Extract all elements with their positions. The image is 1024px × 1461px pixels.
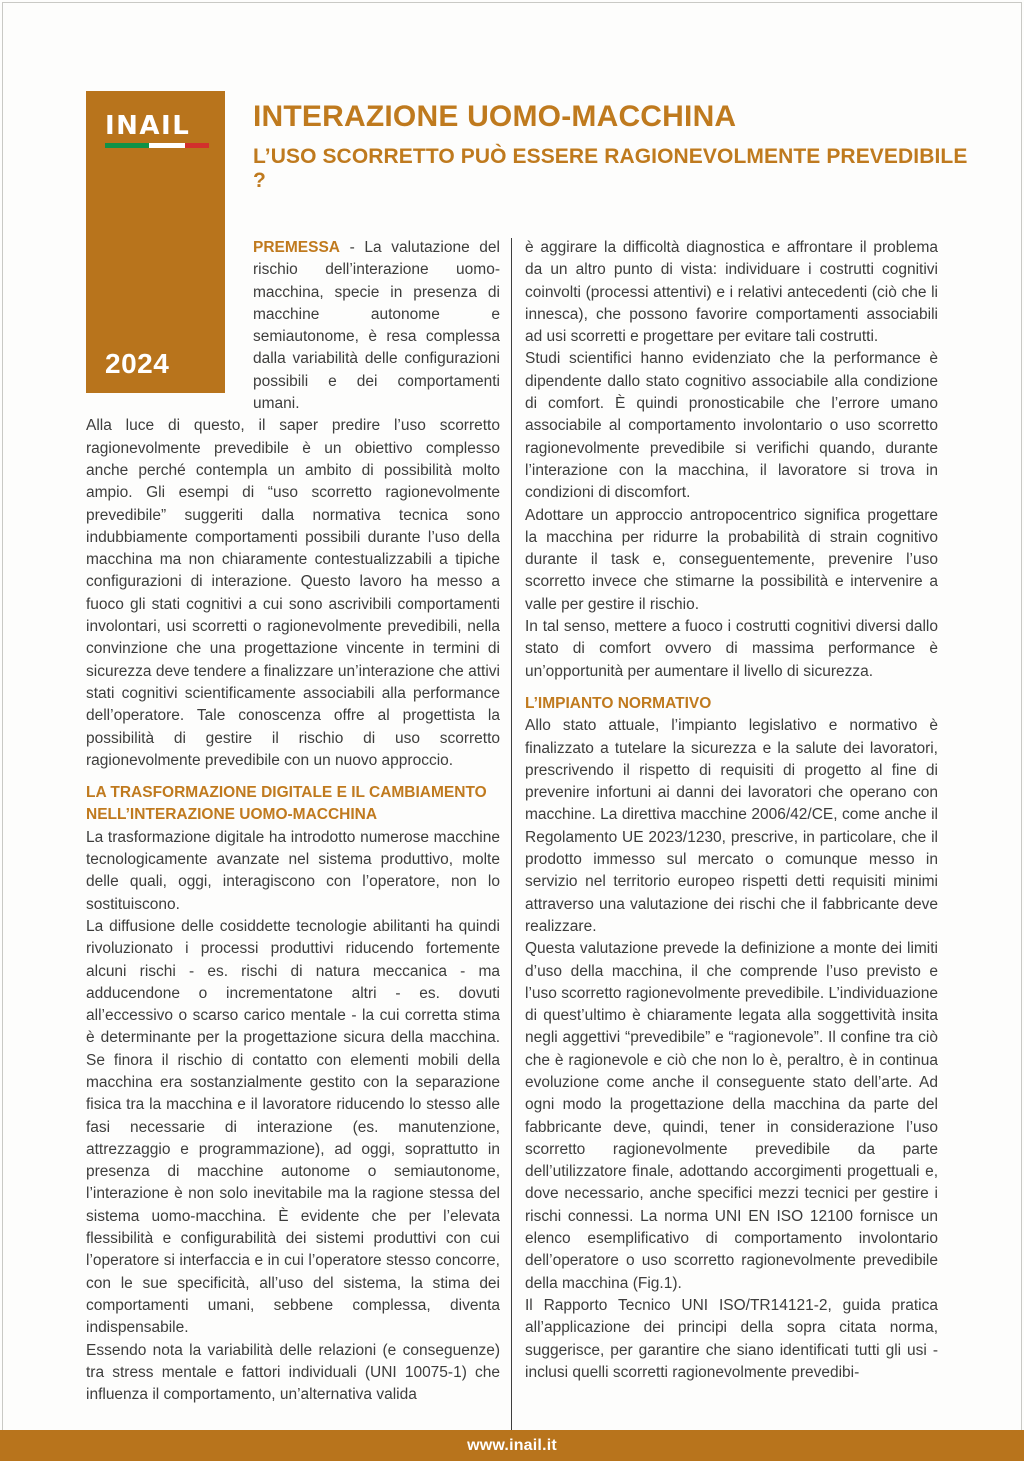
brand-box-wrap-spacer xyxy=(86,237,253,407)
inail-logo xyxy=(105,113,209,148)
column-divider xyxy=(511,238,512,1430)
paragraph: La trasformazione digitale ha introdotto numerose macchine tecnologicamente avanzate nel sistema produttivo, molte delle quali, oggi, interagiscono con l’operatore, non lo sostituiscono. xyxy=(86,828,500,913)
paragraph: Alla luce di questo, il saper predire l’uso scorretto ragionevolmente prevedibile è un obiettivo complesso anche perché contempla un ambito di possibilità molto ampio. Gli esempi di “uso scorretto ragionevolmente prevedibile” suggeriti dalla normativa tecnica sono indubbiamente comportamenti possibili durante l’uso della macchina ma non chiaramente contestualizzabili a tipiche configurazioni di interazione. Questo lavoro ha messo a fuoco gli stati cognitivi a cui sono ascrivibili comportamenti involontari, usi scorretti o ragionevolmente prevedibili, nella convinzione che una progettazione vincente in termini di sicurezza deve tendere a finalizzare un’interazione che attivi stati cognitivi scientificamente associabili alla performance dell’operatore. Tale conoscenza offre al progettista la possibilità di gestire il rischio di uso scorretto ragionevolmente prevedibile con un nuovo approccio. xyxy=(86,417,500,769)
flag-white-segment xyxy=(149,143,185,148)
header-block xyxy=(253,100,983,193)
paragraph: Il Rapporto Tecnico UNI ISO/TR14121-2, guida pratica all’applicazione dei principi della sopra citata norma, suggerisce, per garantire che siano identificati tutti gli usi - inclusi quelli scorretti ragionevolmente prevedibi- xyxy=(525,1296,938,1381)
section-heading-impianto-normativo: L’IMPIANTO NORMATIVO xyxy=(525,694,712,712)
paragraph: La diffusione delle cosiddette tecnologie abilitanti ha quindi rivoluzionato i processi produttivi riducendo fortemente alcuni rischi - es. rischi di natura meccanica - ma adducendone o incrementatone altri - es. dovuti all’eccessivo o scarso carico mentale - la cui corretta stima è determinante per la progettazione sicura della macchina. Se finora il rischio di contatto con elementi mobili della macchina era sostanzialmente gestito con la separazione fisica tra la macchina e il lavoratore riducendo lo stesso alle fasi necessarie di interazione (es. manutenzione, attrezzaggio e programmazione), ad oggi, soprattutto in presenza di macchine autonome o semiautonome, l’interazione è non solo inevitabile ma la ragione stessa del sistema uomo-macchina. È evidente che per l’elevata flessibilità e configurabilità dei sistemi produttivi con cui l’operatore si interfaccia e in cui l’operatore stesso concorre, con le sue specificità, all’uso del sistema, la stima dei comportamenti umani, sebbene complessa, diventa indispensabile. xyxy=(86,917,500,1337)
flag-green-segment xyxy=(105,143,149,148)
premessa-text: - La valutazione del rischio dell’interazione uomo-macchina, specie in presenza di macchine autonome e semiautonome, è resa complessa dalla variabilità delle configurazioni possibili e dei comportamenti umani. xyxy=(253,239,500,413)
flag-red-segment xyxy=(185,143,209,148)
paragraph: è aggirare la difficoltà diagnostica e affrontare il problema da un altro punto di vista: individuare i costrutti cognitivi coinvolti (processi attentivi) e i relativi antecedenti (ciò che li innesca), che possono favorire comportamenti associabili ad usi scorretti e progettare per evitare tali costrutti. xyxy=(525,239,938,346)
website-url: www.inail.it xyxy=(467,1436,557,1454)
paragraph: Essendo nota la variabilità delle relazioni (e conseguenze) tra stress mentale e fattori individuali (UNI 10075-1) che influenza il comportamento, un’alternativa valida xyxy=(86,1341,500,1404)
paragraph: Adottare un approccio antropocentrico significa progettare la macchina per ridurre la probabilità di strain cognitivo durante il task e, conseguentemente, prevenire l’uso scorretto invece che stimarne la possibilità e intervenire a valle per gestire il rischio. xyxy=(525,506,938,613)
paragraph: In tal senso, mettere a fuoco i costrutti cognitivi diversi dallo stato di comfort ovvero di massima performance è un’opportunità per aumentare il livello di sicurezza. xyxy=(525,618,938,680)
year-badge: 2024 xyxy=(105,348,170,379)
section-heading-trasformazione-digitale: LA TRASFORMAZIONE DIGITALE E IL CAMBIAMENTO NELL’INTERAZIONE UOMO-MACCHINA xyxy=(86,784,487,824)
page-subtitle: L’USO SCORRETTO PUÒ ESSERE RAGIONEVOLMENTE PREVEDIBILE ? xyxy=(253,144,968,192)
paragraph: Allo stato attuale, l’impianto legislativo e normativo è finalizzato a tutelare la sicurezza e la salute dei lavoratori, prescrivendo il rispetto di requisiti di progetto al fine di prevenire infortuni ai danni dei lavoratori che operano con macchine. La direttiva macchine 2006/42/CE, come anche il Regolamento UE 2023/1230, prescrive, in particolare, che il prodotto immesso sul mercato o comunque messo in servizio nel territorio europeo rispetti detti requisiti minimi attraverso una valutazione dei rischi che il fabbricante deve realizzare. xyxy=(525,717,938,935)
right-column xyxy=(525,237,938,1430)
premessa-heading: PREMESSA xyxy=(253,239,340,256)
page-title: INTERAZIONE UOMO-MACCHINA xyxy=(253,100,737,133)
left-column xyxy=(86,237,500,1430)
footer-bar xyxy=(0,1430,1024,1461)
paragraph: Questa valutazione prevede la definizione a monte dei limiti d’uso della macchina, il che comprende l’uso previsto e l’uso scorretto ragionevolmente prevedibile. L’individuazione di quest’ultimo è chiaramente legata alla soggettività insita negli aggettivi “prevedibile” e “ragionevole”. Il confine tra ciò che è ragionevole e ciò che non lo è, peraltro, è in continua evoluzione come anche il conseguente stato dell’arte. Ad ogni modo la progettazione della macchina da parte del fabbricante deve, quindi, tener in considerazione l’uso scorretto ragionevolmente prevedibile da parte dell’utilizzatore finale, adottando accorgimenti progettuali e, dove necessario, anche specifici mezzi tecnici per gestire i rischi connessi. La norma UNI EN ISO 12100 fornisce un elenco esemplificativo di comportamento involontario dell’operatore o uso scorretto ragionevolmente prevedibile della macchina (Fig.1). xyxy=(525,940,938,1292)
italian-flag-bar xyxy=(105,143,209,148)
inail-logo-text: INAIL xyxy=(105,111,191,141)
paragraph: Studi scientifici hanno evidenziato che la performance è dipendente dallo stato cognitivo associabile alla condizione di comfort. È quindi pronosticabile che l’errore umano associabile al comportamento involontario o uso scorretto ragionevolmente prevedibile si verifichi quando, durante l’interazione con la macchina, il lavoratore si trova in condizioni di discomfort. xyxy=(525,350,938,502)
